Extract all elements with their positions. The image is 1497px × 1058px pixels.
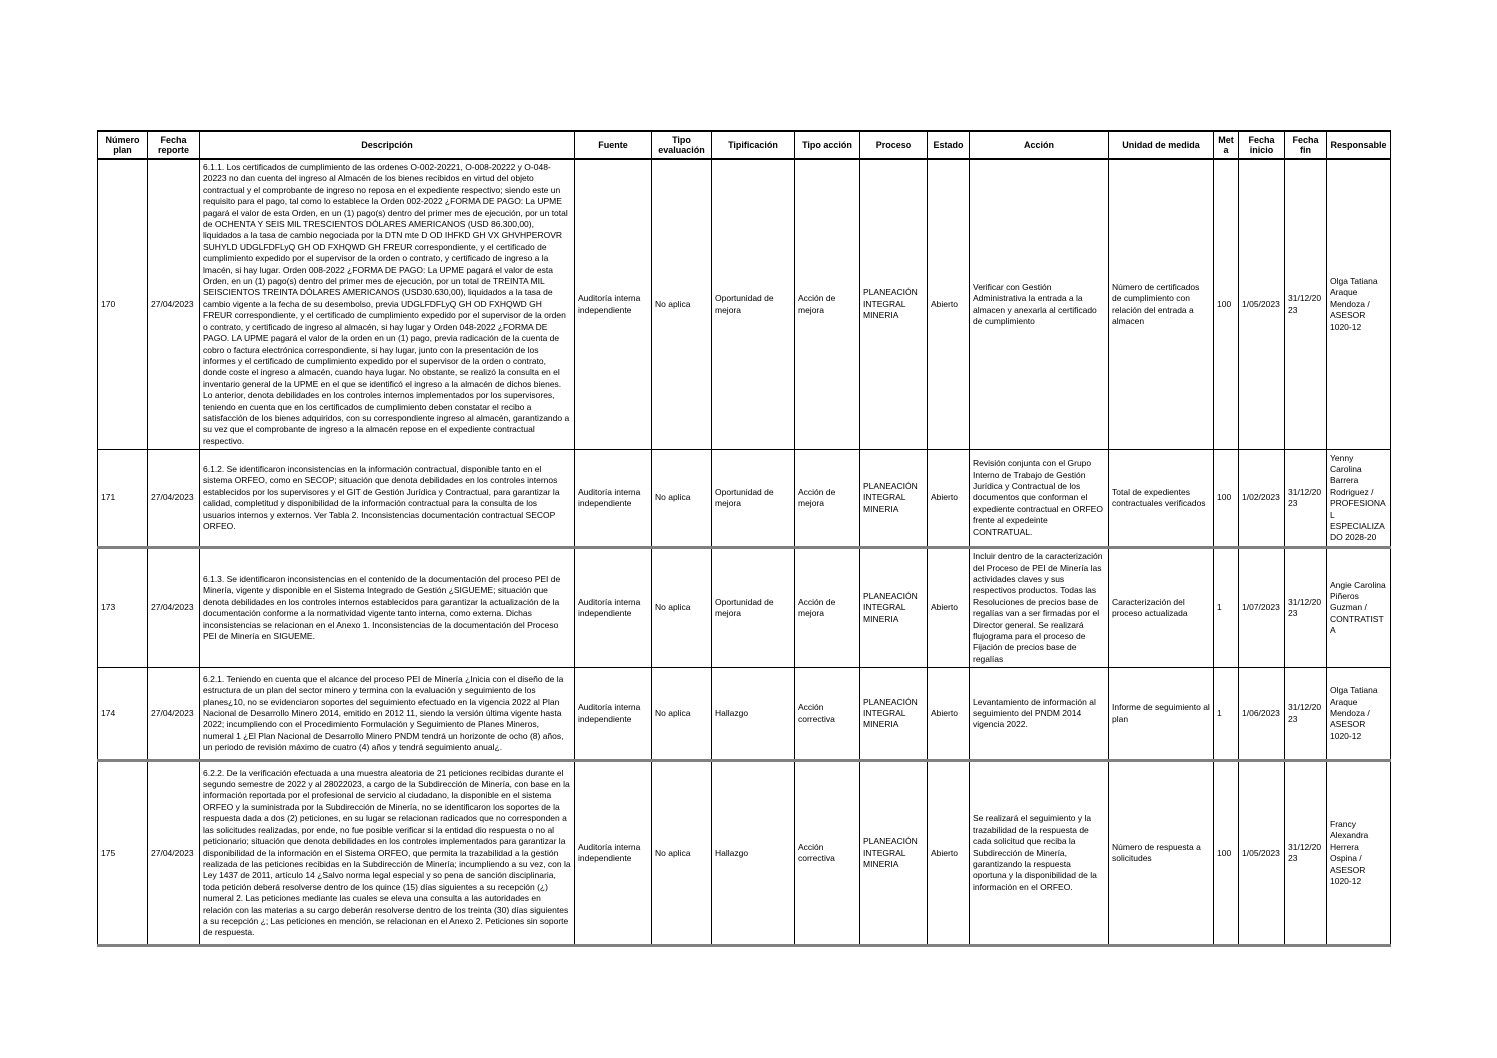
cell-numero-plan: 171	[98, 450, 148, 548]
cell-descripcion: 6.1.2. Se identificaron inconsistencias en la información contractual, disponible tanto en el sistema ORFEO, como en SECOP; situación que denota debilidades en los controles internos establecidos por los supervisores y el GIT de Gestión Jurídica y Contractual, para garantizar la calidad, completitud y disponibilidad de la información contractual para la consulta de los usuarios internos y externos. Ver Tabla 2. Inconsistencias documentación contractual SECOP ORFEO.	[200, 450, 575, 548]
cell-tipo-evaluacion: No aplica	[652, 761, 712, 946]
column-header-accion: Acción	[970, 131, 1109, 159]
cell-accion: Verificar con Gestión Administrativa la entrada a la almacen y anexarla al certificado de cumplimiento	[970, 159, 1109, 450]
cell-accion: Revisión conjunta con el Grupo Interno de Trabajo de Gestión Jurídica y Contractual de los documentos que conforman el expediente contractual en ORFEO frente al expedeinte CONTRATUAL.	[970, 450, 1109, 548]
cell-meta: 1	[1214, 668, 1239, 761]
cell-meta: 1	[1214, 548, 1239, 668]
cell-fecha-fin: 31/12/2023	[1285, 548, 1327, 668]
cell-meta: 100	[1214, 450, 1239, 548]
cell-tipo-evaluacion: No aplica	[652, 159, 712, 450]
cell-proceso: PLANEACIÓN INTEGRAL MINERIA	[860, 159, 928, 450]
cell-tipificacion: Hallazgo	[712, 668, 795, 761]
cell-fuente: Auditoría interna independiente	[575, 159, 652, 450]
cell-estado: Abierto	[928, 450, 970, 548]
column-header-fecha-inicio: Fecha inicio	[1239, 131, 1285, 159]
cell-descripcion: 6.1.3. Se identificaron inconsistencias en el contenido de la documentación del proceso PEI de Minería, vigente y disponible en el Sistema Integrado de Gestión ¿SIGUEME; situación que denota debilidades en los controles internos establecidos para garantizar la actualización de la documentación conforme a la normatividad vigente tanto interna, como externa. Dichas inconsistencias se relacionan en el Anexo 1. Inconsistencias de la documentación del Proceso PEI de Minería en SIGUEME.	[200, 548, 575, 668]
table-row-173	[98, 548, 1391, 668]
cell-accion: Levantamiento de información al seguimiento del PNDM 2014 vigencia 2022.	[970, 668, 1109, 761]
column-header-meta: Meta	[1214, 131, 1239, 159]
cell-tipo-accion: Acción de mejora	[795, 450, 860, 548]
cell-fecha-reporte: 27/04/2023	[148, 450, 200, 548]
cell-fecha-fin: 31/12/2023	[1285, 668, 1327, 761]
cell-fecha-fin: 31/12/2023	[1285, 761, 1327, 946]
cell-tipificacion: Oportunidad de mejora	[712, 548, 795, 668]
column-header-proceso: Proceso	[860, 131, 928, 159]
cell-proceso: PLANEACIÓN INTEGRAL MINERIA	[860, 548, 928, 668]
column-header-responsable: Responsable	[1327, 131, 1391, 159]
cell-tipificacion: Oportunidad de mejora	[712, 450, 795, 548]
cell-responsable: Angie Carolina Piñeros Guzman / CONTRATISTA	[1327, 548, 1391, 668]
cell-proceso: PLANEACIÓN INTEGRAL MINERIA	[860, 668, 928, 761]
cell-responsable: Yenny Carolina Barrera Rodriguez / PROFESIONAL ESPECIALIZADO 2028-20	[1327, 450, 1391, 548]
cell-responsable: Olga Tatiana Araque Mendoza / ASESOR 1020-12	[1327, 159, 1391, 450]
cell-numero-plan: 175	[98, 761, 148, 946]
column-header-tipo-accion: Tipo acción	[795, 131, 860, 159]
cell-fecha-reporte: 27/04/2023	[148, 761, 200, 946]
column-header-descripcion: Descripción	[200, 131, 575, 159]
cell-fecha-fin: 31/12/2023	[1285, 159, 1327, 450]
column-header-estado: Estado	[928, 131, 970, 159]
cell-responsable: Francy Alexandra Herrera Ospina / ASESOR 1020-12	[1327, 761, 1391, 946]
column-header-tipificacion: Tipificación	[712, 131, 795, 159]
cell-estado: Abierto	[928, 761, 970, 946]
column-header-unidad-medida: Unidad de medida	[1109, 131, 1214, 159]
column-header-numero-plan: Número plan	[98, 131, 148, 159]
column-header-fecha-fin: Fecha fin	[1285, 131, 1327, 159]
cell-fecha-reporte: 27/04/2023	[148, 668, 200, 761]
cell-tipo-accion: Acción correctiva	[795, 668, 860, 761]
header-row	[98, 131, 1391, 159]
cell-tipificacion: Hallazgo	[712, 761, 795, 946]
cell-fecha-inicio: 1/06/2023	[1239, 668, 1285, 761]
column-header-fuente: Fuente	[575, 131, 652, 159]
cell-fuente: Auditoría interna independiente	[575, 548, 652, 668]
cell-fuente: Auditoría interna independiente	[575, 668, 652, 761]
cell-descripcion: 6.2.1. Teniendo en cuenta que el alcance del proceso PEI de Minería ¿Inicia con el diseño de la estructura de un plan del sector minero y termina con la evaluación y seguimiento de los planes¿10, no se evidenciaron soportes del seguimiento efectuado en la vigencia 2022 al Plan Nacional de Desarrollo Minero 2014, emitido en 2012 11, siendo la versión última vigente hasta 2022; incumpliendo con el Procedimiento Formulación y Seguimiento de Planes Mineros, numeral 1 ¿El Plan Nacional de Desarrollo Minero PNDM tendrá un horizonte de ocho (8) años, un periodo de revisión máximo de cuatro (4) años y tendrá seguimiento anual¿.	[200, 668, 575, 761]
cell-meta: 100	[1214, 761, 1239, 946]
cell-tipo-accion: Acción de mejora	[795, 548, 860, 668]
cell-descripcion: 6.1.1. Los certificados de cumplimiento de las ordenes O-002-20221, O-008-20222 y O-048-20223 no dan cuenta del ingreso al Almacén de los bienes recibidos en virtud del objeto contractual y el comprobante de ingreso no reposa en el expediente respectivo; siendo este un requisito para el pago, tal como lo establece la Orden 002-2022 ¿FORMA DE PAGO: La UPME pagará el valor de esta Orden, en un (1) pago(s) dentro del primer mes de ejecución, por un total de OCHENTA Y SEIS MIL TRESCIENTOS DÓLARES AMERICANOS (USD 86.300,00), liquidados a la tasa de cambio negociada por la DTN mte D OD IHFKD GH VX GHVHPEROVR SUHYLD UDGLFDFLyQ GH OD FXHQWD GH FREUR correspondiente, y el certificado de cumplimiento expedido por el supervisor de la orden o contrato, y certificado de ingreso a la lmacén, si hay lugar. Orden 008-2022 ¿FORMA DE PAGO: La UPME pagará el valor de esta Orden, en un (1) pago(s) dentro del primer mes de ejecución, por un total de TREINTA MIL SEISCIENTOS TREINTA DÓLARES AMERICANOS (USD30.630,00), liquidados a la tasa de cambio vigente a la fecha de su desembolso, previa UDGLFDFLyQ GH OD FXHQWD GH FREUR correspondiente, y el certificado de cumplimiento expedido por el supervisor de la orden o contrato, y certificado de ingreso al almacén, si hay lugar y Orden 048-2022 ¿FORMA DE PAGO. LA UPME pagará el valor de la orden en un (1) pago, previa radicación de la cuenta de cobro o factura electrónica correspondiente, si hay lugar, junto con la presentación de los informes y el certificado de cumplimiento expedido por el supervisor de la orden o contrato, donde coste el ingreso a almacén, cuando haya lugar. No obstante, se realizó la consulta en el inventario general de la UPME en el que se identificó el ingreso a la almacén de dichos bienes. Lo anterior, denota debilidades en los controles internos implementados por los supervisores, teniendo en cuenta que en los certificados de cumplimiento deben constatar el recibo a satisfacción de los bienes adquiridos, con su correspondiente ingreso al almacén, garantizando a su vez que el comprobante de ingreso a la almacén repose en el expediente contractual respectivo.	[200, 159, 575, 450]
cell-unidad-medida: Número de respuesta a solicitudes	[1109, 761, 1214, 946]
cell-estado: Abierto	[928, 668, 970, 761]
column-header-tipo-evaluacion: Tipo evaluación	[652, 131, 712, 159]
cell-meta: 100	[1214, 159, 1239, 450]
cell-tipo-evaluacion: No aplica	[652, 548, 712, 668]
cell-unidad-medida: Informe de seguimiento al plan	[1109, 668, 1214, 761]
cell-fecha-reporte: 27/04/2023	[148, 548, 200, 668]
cell-numero-plan: 174	[98, 668, 148, 761]
cell-descripcion: 6.2.2. De la verificación efectuada a una muestra aleatoria de 21 peticiones recibidas durante el segundo semestre de 2022 y al 28022023, a cargo de la Subdirección de Minería, con base en la información reportada por el profesional de servicio al ciudadano, la disponible en el sistema ORFEO y la suministrada por la Subdirección de Minería, no se identificaron los soportes de la respuesta dada a dos (2) peticiones, en su lugar se relacionan radicados que no corresponden a las solicitudes realizadas, por ende, no fue posible verificar si la entidad dio respuesta o no al peticionario; situación que denota debilidades en los controles implementados para garantizar la disponibilidad de la información en el Sistema ORFEO, que permita la trazabilidad a la gestión realizada de las peticiones recibidas en la Subdirección de Minería; incumpliendo a su vez, con la Ley 1437 de 2011, artículo 14 ¿Salvo norma legal especial y so pena de sanción disciplinaria, toda petición deberá resolverse dentro de los quince (15) días siguientes a su recepción (¿) numeral 2. Las peticiones mediante las cuales se eleva una consulta a las autoridades en relación con las materias a su cargo deberán resolverse dentro de los treinta (30) días siguientes a su recepción ¿; Las peticiones en mención, se relacionan en el Anexo 2. Peticiones sin soporte de respuesta.	[200, 761, 575, 946]
table-row-171	[98, 450, 1391, 548]
cell-tipo-accion: Acción de mejora	[795, 159, 860, 450]
cell-tipificacion: Oportunidad de mejora	[712, 159, 795, 450]
cell-numero-plan: 173	[98, 548, 148, 668]
cell-responsable: Olga Tatiana Araque Mendoza / ASESOR 1020-12	[1327, 668, 1391, 761]
cell-tipo-evaluacion: No aplica	[652, 450, 712, 548]
plan-mejoramiento-table	[97, 130, 1391, 947]
column-header-fecha-reporte: Fecha reporte	[148, 131, 200, 159]
cell-fecha-reporte: 27/04/2023	[148, 159, 200, 450]
cell-proceso: PLANEACIÓN INTEGRAL MINERIA	[860, 761, 928, 946]
cell-estado: Abierto	[928, 548, 970, 668]
cell-tipo-evaluacion: No aplica	[652, 668, 712, 761]
cell-fuente: Auditoría interna independiente	[575, 450, 652, 548]
cell-fuente: Auditoría interna independiente	[575, 761, 652, 946]
cell-accion: Se realizará el seguimiento y la trazabilidad de la respuesta de cada solicitud que reciba la Subdirección de Minería, garantizando la respuesta oportuna y la disponibilidad de la información en el ORFEO.	[970, 761, 1109, 946]
table-row-174	[98, 668, 1391, 761]
cell-accion: Incluir dentro de la caracterización del Proceso de PEI de Minería las actividades claves y sus respectivos productos. Todas las Resoluciones de precios base de regalías van a ser firmadas por el Director general. Se realizará flujograma para el proceso de Fijación de precios base de regalías	[970, 548, 1109, 668]
cell-unidad-medida: Caracterización del proceso actualizada	[1109, 548, 1214, 668]
cell-fecha-inicio: 1/05/2023	[1239, 159, 1285, 450]
cell-fecha-inicio: 1/05/2023	[1239, 761, 1285, 946]
cell-tipo-accion: Acción correctiva	[795, 761, 860, 946]
cell-fecha-inicio: 1/07/2023	[1239, 548, 1285, 668]
cell-fecha-fin: 31/12/2023	[1285, 450, 1327, 548]
cell-numero-plan: 170	[98, 159, 148, 450]
cell-estado: Abierto	[928, 159, 970, 450]
table-row-175	[98, 761, 1391, 946]
cell-fecha-inicio: 1/02/2023	[1239, 450, 1285, 548]
cell-unidad-medida: Total de expedientes contractuales verificados	[1109, 450, 1214, 548]
table-row-170	[98, 159, 1391, 450]
cell-proceso: PLANEACIÓN INTEGRAL MINERIA	[860, 450, 928, 548]
cell-unidad-medida: Número de certificados de cumplimiento con relación del entrada a almacen	[1109, 159, 1214, 450]
